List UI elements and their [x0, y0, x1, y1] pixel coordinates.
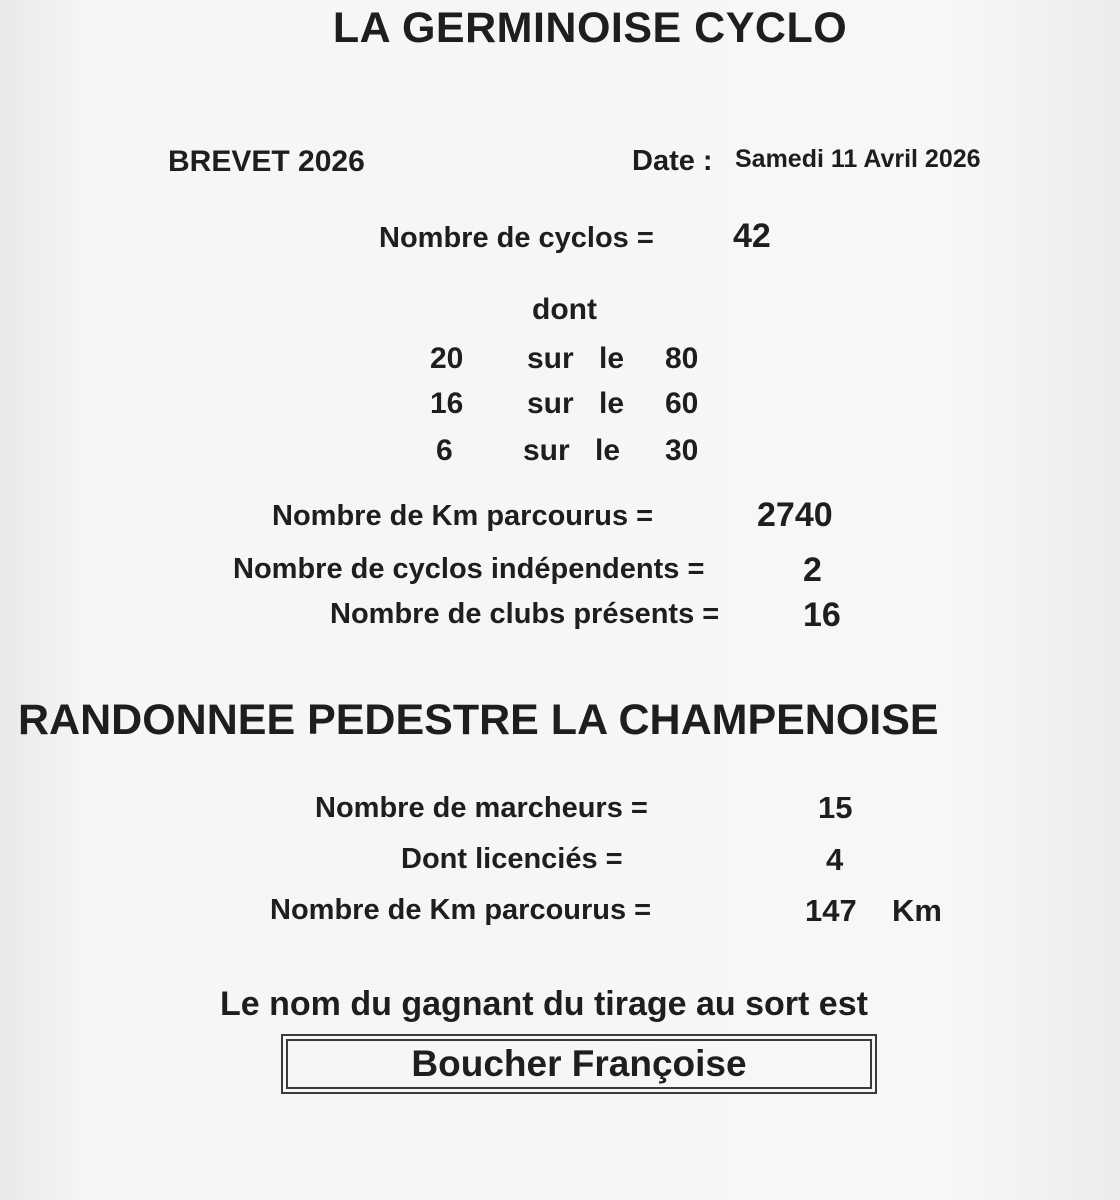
clubs-label: Nombre de clubs présents = [330, 598, 720, 630]
cyclos-count-value: 42 [733, 217, 771, 255]
distance-sur: sur [527, 342, 574, 375]
winner-name: Boucher Françoise [411, 1043, 747, 1084]
randonnee-km-value: 147 [805, 893, 857, 928]
document-title: LA GERMINOISE CYCLO [332, 4, 848, 52]
date-value: Samedi 11 Avril 2026 [735, 145, 981, 173]
date-label: Date : [632, 145, 713, 177]
cyclos-count-label: Nombre de cyclos = [379, 222, 654, 254]
distance-le: le [595, 434, 621, 467]
randonnee-title: RANDONNEE PEDESTRE LA CHAMPENOISE [18, 696, 939, 744]
distance-count: 16 [430, 387, 464, 420]
brevet-label: BREVET 2026 [168, 145, 365, 178]
distance-le: le [599, 387, 625, 420]
marcheurs-label: Nombre de marcheurs = [315, 792, 648, 824]
distance-km: 60 [665, 387, 699, 420]
independants-label: Nombre de cyclos indépendents = [233, 553, 705, 585]
tirage-intro: Le nom du gagnant du tirage au sort est [220, 985, 868, 1023]
cyclo-km-label: Nombre de Km parcourus = [272, 500, 654, 532]
distance-count: 20 [430, 342, 464, 375]
distance-count: 6 [436, 434, 453, 467]
marcheurs-value: 15 [818, 790, 853, 825]
cyclo-km-value: 2740 [757, 496, 833, 534]
winner-box [281, 1034, 877, 1094]
randonnee-km-label: Nombre de Km parcourus = [270, 894, 652, 926]
distance-sur: sur [523, 434, 570, 467]
licencies-value: 4 [826, 842, 844, 877]
distance-sur: sur [527, 387, 574, 420]
distance-km: 80 [665, 342, 699, 375]
distance-le: le [599, 342, 625, 375]
dont-label: dont [532, 293, 597, 326]
clubs-value: 16 [803, 596, 841, 634]
distance-km: 30 [665, 434, 699, 467]
licencies-label: Dont licenciés = [401, 843, 623, 875]
randonnee-km-unit: Km [892, 893, 942, 928]
independants-value: 2 [803, 551, 822, 589]
